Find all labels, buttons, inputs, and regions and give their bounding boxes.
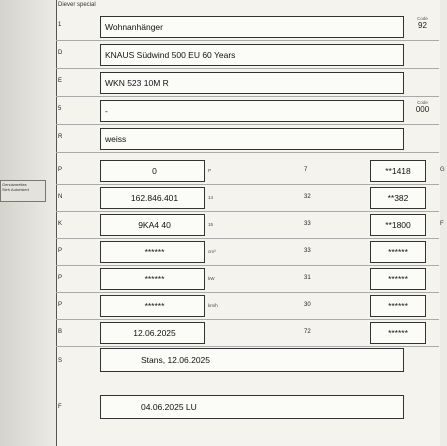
grid-right-letter: G bbox=[440, 167, 445, 173]
grid-code-left: B bbox=[58, 329, 63, 335]
row-divider bbox=[56, 184, 439, 185]
field-code: R bbox=[58, 134, 63, 140]
grid-value-left: ****** bbox=[100, 295, 205, 317]
grid-unit: 15 bbox=[208, 222, 214, 227]
grid-value-right: ****** bbox=[370, 268, 426, 290]
grid-code-right: 33 bbox=[304, 221, 311, 227]
field-value: KNAUS Südwind 500 EU 60 Years bbox=[100, 44, 404, 66]
side-code-label: Code bbox=[417, 16, 428, 21]
row-divider bbox=[56, 292, 439, 293]
grid-value-right: **1800 bbox=[370, 214, 426, 236]
grid-unit: kW bbox=[208, 276, 215, 281]
row-divider bbox=[56, 152, 439, 153]
field-code: 5 bbox=[58, 106, 62, 112]
row-divider bbox=[56, 124, 439, 125]
grid-unit: P bbox=[208, 168, 212, 173]
grid-code-left: P bbox=[58, 167, 63, 173]
stamp-code: S bbox=[58, 358, 63, 364]
grid-right-letter: F bbox=[440, 221, 444, 227]
row-divider bbox=[56, 68, 439, 69]
field-side-code bbox=[406, 100, 439, 114]
field-value: Wohnanhänger bbox=[100, 16, 404, 38]
side-code-value: 92 bbox=[418, 21, 427, 30]
row-divider bbox=[56, 96, 439, 97]
grid-code-left: P bbox=[58, 302, 63, 308]
grid-value-left: ****** bbox=[100, 268, 205, 290]
last-entry-field: 04.06.2025 LU bbox=[100, 395, 404, 419]
document-header: Diever special bbox=[58, 2, 96, 8]
field-value: weiss bbox=[100, 128, 404, 150]
grid-value-left: 12.06.2025 bbox=[100, 322, 205, 344]
grid-code-left: K bbox=[58, 221, 63, 227]
grid-code-right: 33 bbox=[304, 248, 311, 254]
grid-value-left: 9KA4 40 bbox=[100, 214, 205, 236]
field-value: - bbox=[100, 100, 404, 122]
grid-value-left: 0 bbox=[100, 160, 205, 182]
left-margin-note bbox=[0, 180, 46, 202]
grid-code-left: P bbox=[58, 248, 63, 254]
grid-code-right: 72 bbox=[304, 329, 311, 335]
left-note-line-1: Genutzmeltes bbox=[2, 182, 27, 187]
grid-unit: km/h bbox=[208, 303, 218, 308]
grid-value-right: ****** bbox=[370, 295, 426, 317]
row-divider bbox=[56, 346, 439, 347]
grid-code-left: P bbox=[58, 275, 63, 281]
side-code-value: 000 bbox=[415, 105, 430, 114]
grid-code-left: N bbox=[58, 194, 63, 200]
row-divider bbox=[56, 40, 439, 41]
row-divider bbox=[56, 211, 439, 212]
grid-code-right: 31 bbox=[304, 275, 311, 281]
grid-unit: 14 bbox=[208, 195, 214, 200]
grid-value-right: ****** bbox=[370, 241, 426, 263]
grid-value-left: ****** bbox=[100, 241, 205, 263]
left-note-line-2: Sieh Autorisiert bbox=[2, 187, 29, 192]
place-date-field: Stans, 12.06.2025 bbox=[100, 348, 404, 372]
grid-unit: cm³ bbox=[208, 249, 216, 254]
last-code: F bbox=[58, 404, 62, 410]
field-value: WKN 523 10M R bbox=[100, 72, 404, 94]
grid-code-right: 30 bbox=[304, 302, 311, 308]
field-code: D bbox=[58, 50, 63, 56]
grid-value-left: 162.846.401 bbox=[100, 187, 205, 209]
grid-value-right: **1418 bbox=[370, 160, 426, 182]
grid-code-right: 7 bbox=[304, 167, 308, 173]
side-code-label: Code bbox=[417, 100, 428, 105]
row-divider bbox=[56, 265, 439, 266]
field-side-code bbox=[406, 16, 439, 30]
grid-value-right: **382 bbox=[370, 187, 426, 209]
field-code: E bbox=[58, 78, 63, 84]
row-divider bbox=[56, 238, 439, 239]
field-code: 1 bbox=[58, 22, 62, 28]
row-divider bbox=[56, 319, 439, 320]
grid-code-right: 32 bbox=[304, 194, 311, 200]
grid-value-right: ****** bbox=[370, 322, 426, 344]
